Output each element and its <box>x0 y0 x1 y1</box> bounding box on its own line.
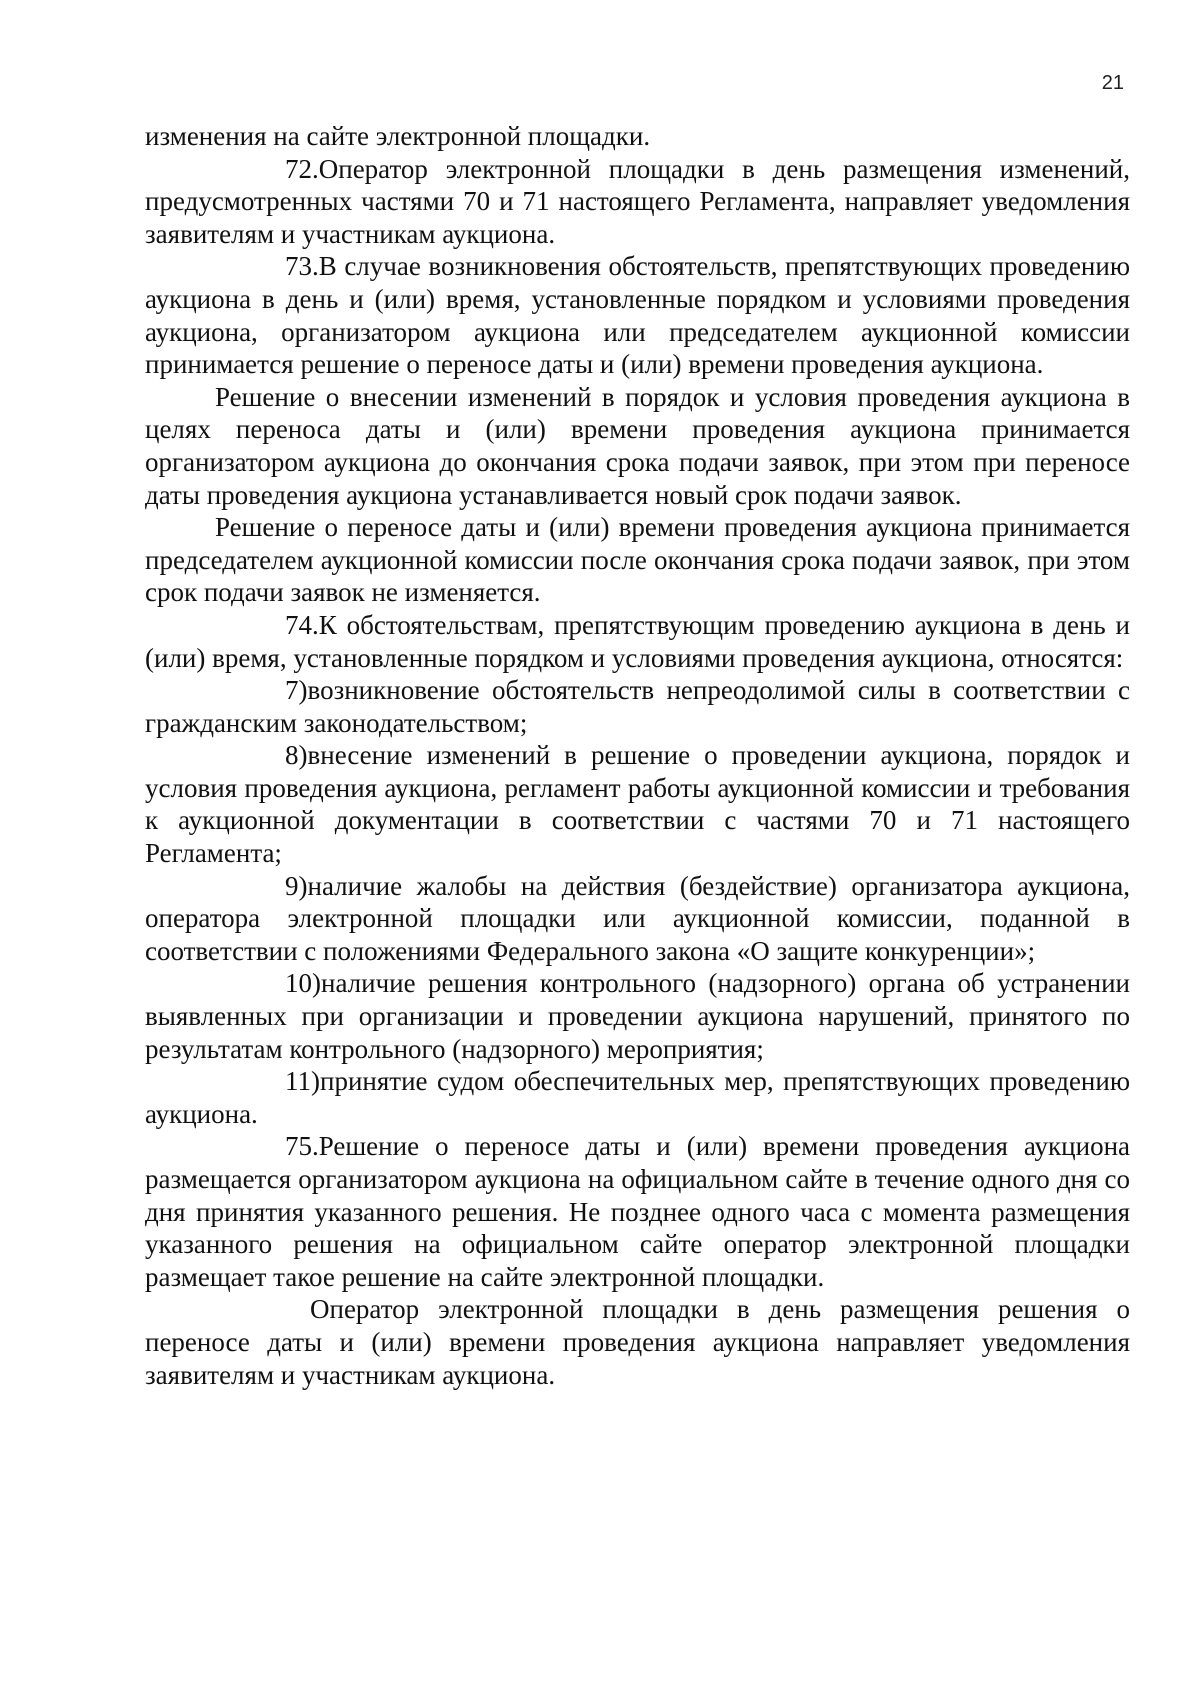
paragraph-text: Решение о внесении изменений в порядок и условия проведения аукциона в целях переноса даты и (или) времени проведения аукциона принимается организатором аукциона до окончания срока подачи заявок, при этом при переносе даты проведения аукциона устанавливается новый срок подачи заявок. <box>145 381 1130 510</box>
list-item-number: 8) <box>285 740 308 771</box>
paragraph-number: 74. <box>285 609 319 640</box>
paragraph <box>145 511 1130 609</box>
list-item-10 <box>145 967 1130 1065</box>
numbered-paragraph-75 <box>145 1130 1130 1293</box>
paragraph-number: 73. <box>285 251 319 282</box>
page-number: 21 <box>1101 72 1124 94</box>
paragraph-number: 72. <box>285 153 319 184</box>
list-item-text: наличие жалобы на действия (бездействие) организатора аукциона, оператора электронной площадки или аукционной комиссии, поданной в соответствии с положениями Федерального закона «О защите конкуренции»; <box>145 870 1130 966</box>
paragraph-text: Оператор электронной площадки в день размещения изменений, предусмотренных частями 70 и 71 настоящего Регламента, направляет уведомления заявителям и участникам аукциона. <box>145 153 1130 249</box>
paragraph-text: Решение о переносе даты и (или) времени проведения аукциона принимается председателем аукционной комиссии после окончания срока подачи заявок, при этом срок подачи заявок не изменяется. <box>145 512 1130 608</box>
document-body <box>145 120 1130 1391</box>
numbered-paragraph-72 <box>145 153 1130 251</box>
list-item-text: возникновение обстоятельств непреодолимой силы в соответствии с гражданским законодательством; <box>145 675 1130 738</box>
list-item-7 <box>145 674 1130 739</box>
list-item-number: 7) <box>285 675 308 706</box>
paragraph-text: В случае возникновения обстоятельств, препятствующих проведению аукциона в день и (или) время, установленные порядком и условиями проведения аукциона, организатором аукциона или председателем аукционной комиссии принимается решение о переносе даты и (или) времени проведения аукциона. <box>145 251 1130 380</box>
list-item-text: наличие решения контрольного (надзорного) органа об устранении выявленных при организации и проведении аукциона нарушений, принятого по результатам контрольного (надзорного) мероприятия; <box>145 968 1130 1064</box>
numbered-paragraph-74 <box>145 609 1130 674</box>
paragraph-text: Оператор электронной площадки в день размещения решения о переносе даты и (или) времени проведения аукциона направляет уведомления заявителям и участникам аукциона. <box>145 1294 1130 1390</box>
paragraph <box>145 120 1130 153</box>
paragraph <box>145 381 1130 511</box>
paragraph-number: 75. <box>285 1131 319 1162</box>
paragraph-text: К обстоятельствам, препятствующим проведению аукциона в день и (или) время, установленные порядком и условиями проведения аукциона, относятся: <box>145 609 1130 673</box>
list-item-8 <box>145 739 1130 869</box>
list-item-number: 11) <box>285 1066 320 1097</box>
list-item-number: 10) <box>285 968 321 999</box>
list-item-11 <box>145 1065 1130 1130</box>
numbered-paragraph-73 <box>145 250 1130 380</box>
list-item-text: внесение изменений в решение о проведении аукциона, порядок и условия проведения аукциона, регламент работы аукционной комиссии и требования к аукционной документации в соответствии с частями 70 и 71 настоящего Регламента; <box>145 740 1130 869</box>
paragraph-text: Решение о переносе даты и (или) времени проведения аукциона размещается организатором аукциона на официальном сайте в течение одного дня со дня принятия указанного решения. Не позднее одного часа с момента размещения указанного решения на официальном сайте оператор электронной площадки размещает такое решение на сайте электронной площадки. <box>145 1131 1130 1292</box>
list-item-9 <box>145 870 1130 968</box>
list-item-number: 9) <box>285 870 308 901</box>
list-item-text: принятие судом обеспечительных мер, препятствующих проведению аукциона. <box>145 1066 1130 1129</box>
paragraph-text: изменения на сайте электронной площадки. <box>145 121 651 151</box>
paragraph <box>145 1293 1130 1391</box>
